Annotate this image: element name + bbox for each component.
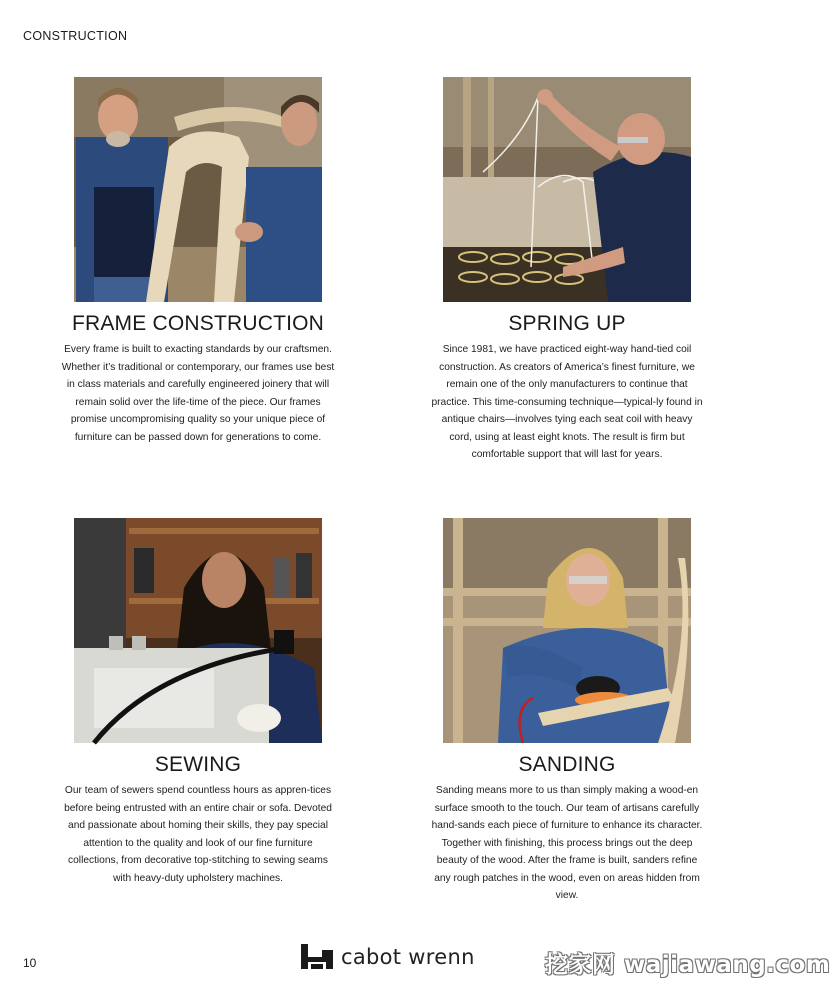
watermark: 挖家网 wajiawang.com xyxy=(545,952,830,978)
card-title: SEWING xyxy=(154,753,242,776)
card-spring-up xyxy=(417,77,717,464)
card-sanding xyxy=(417,518,717,905)
sanding-photo xyxy=(443,518,691,743)
section-label: CONSTRUCTION xyxy=(23,29,128,43)
brand-name: cabot wrenn xyxy=(341,944,475,969)
card-body: Our team of sewers spend countless hours as appren-tices before being entrusted with an entire chair or sofa. Devoted and passionate about homing their skills, they pay special attention to the quality and look of our fine furniture collections, from decorative top-stitching to sewing seams with heavy-duty upholstery machines. xyxy=(64,785,332,884)
craftsmen-frame-photo xyxy=(74,77,322,302)
brand-logo xyxy=(301,944,475,969)
spring-tying-photo xyxy=(443,77,691,302)
card-body: Since 1981, we have practiced eight-way hand-tied coil construction. As creators of America’s finest furniture, we remain one of the only manufacturers to continue that practice. This time-consuming technique—typical-ly found in antique chairs—involves tying each seat coil with heavy cord, using at least eight knots. The result is firm but comfortable support that will last for years. xyxy=(431,344,703,460)
card-body: Every frame is built to exacting standards by our craftsmen. Whether it’s traditional or contemporary, our frames use best in class materials and carefully engineered joinery that will remain solid over the life-time of the piece. Our frames promise uncompromising quality so your unique piece of furniture can be passed down for generations to come. xyxy=(61,344,335,443)
card-title: SANDING xyxy=(518,753,616,776)
cabot-wrenn-logo-icon xyxy=(301,944,333,969)
card-title: FRAME CONSTRUCTION xyxy=(71,312,325,335)
page-number: 10 xyxy=(23,956,37,970)
card-body: Sanding means more to us than simply making a wood-en surface smooth to the touch. Our team of artisans carefully hand-sands each piece of furniture to enhance its character. Together with finishing, this process brings out the deep beauty of the wood. After the frame is built, sanders refine any rough patches in the wood, even on areas hidden from view. xyxy=(431,785,703,901)
card-sewing xyxy=(48,518,348,887)
card-frame-construction xyxy=(48,77,348,446)
card-title: SPRING UP xyxy=(508,312,626,335)
sewing-machine-photo xyxy=(74,518,322,743)
